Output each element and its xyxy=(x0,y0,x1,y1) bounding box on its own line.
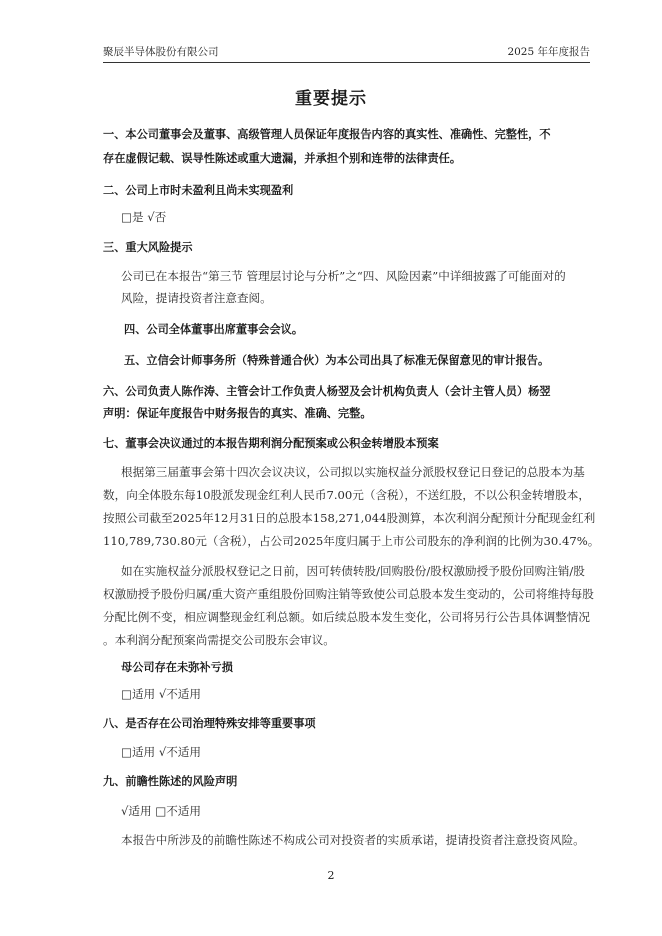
sec8-heading: 八、是否存在公司治理特殊安排等重要事项 xyxy=(103,717,316,730)
sec6-line1: 六、公司负责人陈作涛、主管会计工作负责人杨翌及会计机构负责人（会计主管人员）杨翌 xyxy=(103,385,551,398)
sec7-heading: 七、董事会决议通过的本报告期利润分配预案或公积金转增股本预案 xyxy=(103,437,439,450)
sec1-line2: 存在虚假记载、误导性陈述或重大遗漏，并承担个别和连带的法律责任。 xyxy=(103,152,462,165)
sec7-p1-line2: 数，向全体股东每10股派发现金红利人民币7.00元（含税），不送红股，不以公积金转增股本， xyxy=(103,488,590,502)
header-rule xyxy=(103,62,590,63)
loss-heading: 母公司存在未弥补亏损 xyxy=(121,661,233,674)
sec5-text: 五、立信会计师事务所（特殊普通合伙）为本公司出具了标准无保留意见的审计报告。 xyxy=(124,354,550,367)
sec9-text: 本报告中所涉及的前瞻性陈述不构成公司对投资者的实质承诺，提请投资者注意投资风险。 xyxy=(121,833,585,847)
sec8-options: □适用 √不适用 xyxy=(121,745,201,759)
page-number: 2 xyxy=(327,869,335,882)
sec9-heading: 九、前瞻性陈述的风险声明 xyxy=(103,775,238,788)
sec2-options: □是 √否 xyxy=(121,210,167,224)
sec7-p2-line3: 分配比例不变，相应调整现金红利总额。如后续总股本发生变化，公司将另行公告具体调整情况 xyxy=(103,610,590,624)
sec7-p1-line1: 根据第三届董事会第十四次会议决议，公司拟以实施权益分派股权登记日登记的总股本为基 xyxy=(121,465,585,479)
sec7-p1-line3: 按照公司截至2025年12月31日的总股本158,271,044股测算，本次利润分配预计分配现金红利 xyxy=(103,511,596,525)
header-report-title: 2025 年年度报告 xyxy=(507,46,590,58)
sec2-heading: 二、公司上市时未盈利且尚未实现盈利 xyxy=(103,184,294,197)
header-company: 聚辰半导体股份有限公司 xyxy=(103,46,219,58)
page-title: 重要提示 xyxy=(295,89,367,109)
sec9-options: √适用 □不适用 xyxy=(121,804,201,818)
sec7-p2-line4: 。本利润分配预案尚需提交公司股东会审议。 xyxy=(103,633,335,647)
sec3-line2: 风险，提请投资者注意查阅。 xyxy=(121,291,272,305)
loss-options: □适用 √不适用 xyxy=(121,687,201,701)
sec3-line1: 公司已在本报告“第三节 管理层讨论与分析”之“四、风险因素”中详细披露了可能面对的 xyxy=(121,269,566,283)
sec7-p2-line1: 如在实施权益分派股权登记之日前，因可转债转股/回购股份/股权激励授予股份回购注销/股 xyxy=(121,564,585,578)
sec7-p1-line4: 110,789,730.80元（含税），占公司2025年度归属于上市公司股东的净利润的比例为30.47%。 xyxy=(103,534,600,548)
sec7-p2-line2: 权激励授予股份归属/重大资产重组股份回购注销等致使公司总股本发生变动的，公司将维持每股 xyxy=(103,587,594,601)
sec4-text: 四、公司全体董事出席董事会会议。 xyxy=(124,323,304,336)
page-header xyxy=(103,44,590,60)
sec1-line1: 一、本公司董事会及董事、高级管理人员保证年度报告内容的真实性、准确性、完整性，不 xyxy=(103,128,551,141)
sec3-heading: 三、重大风险提示 xyxy=(103,241,193,254)
sec6-line2: 声明：保证年度报告中财务报告的真实、准确、完整。 xyxy=(103,407,372,420)
